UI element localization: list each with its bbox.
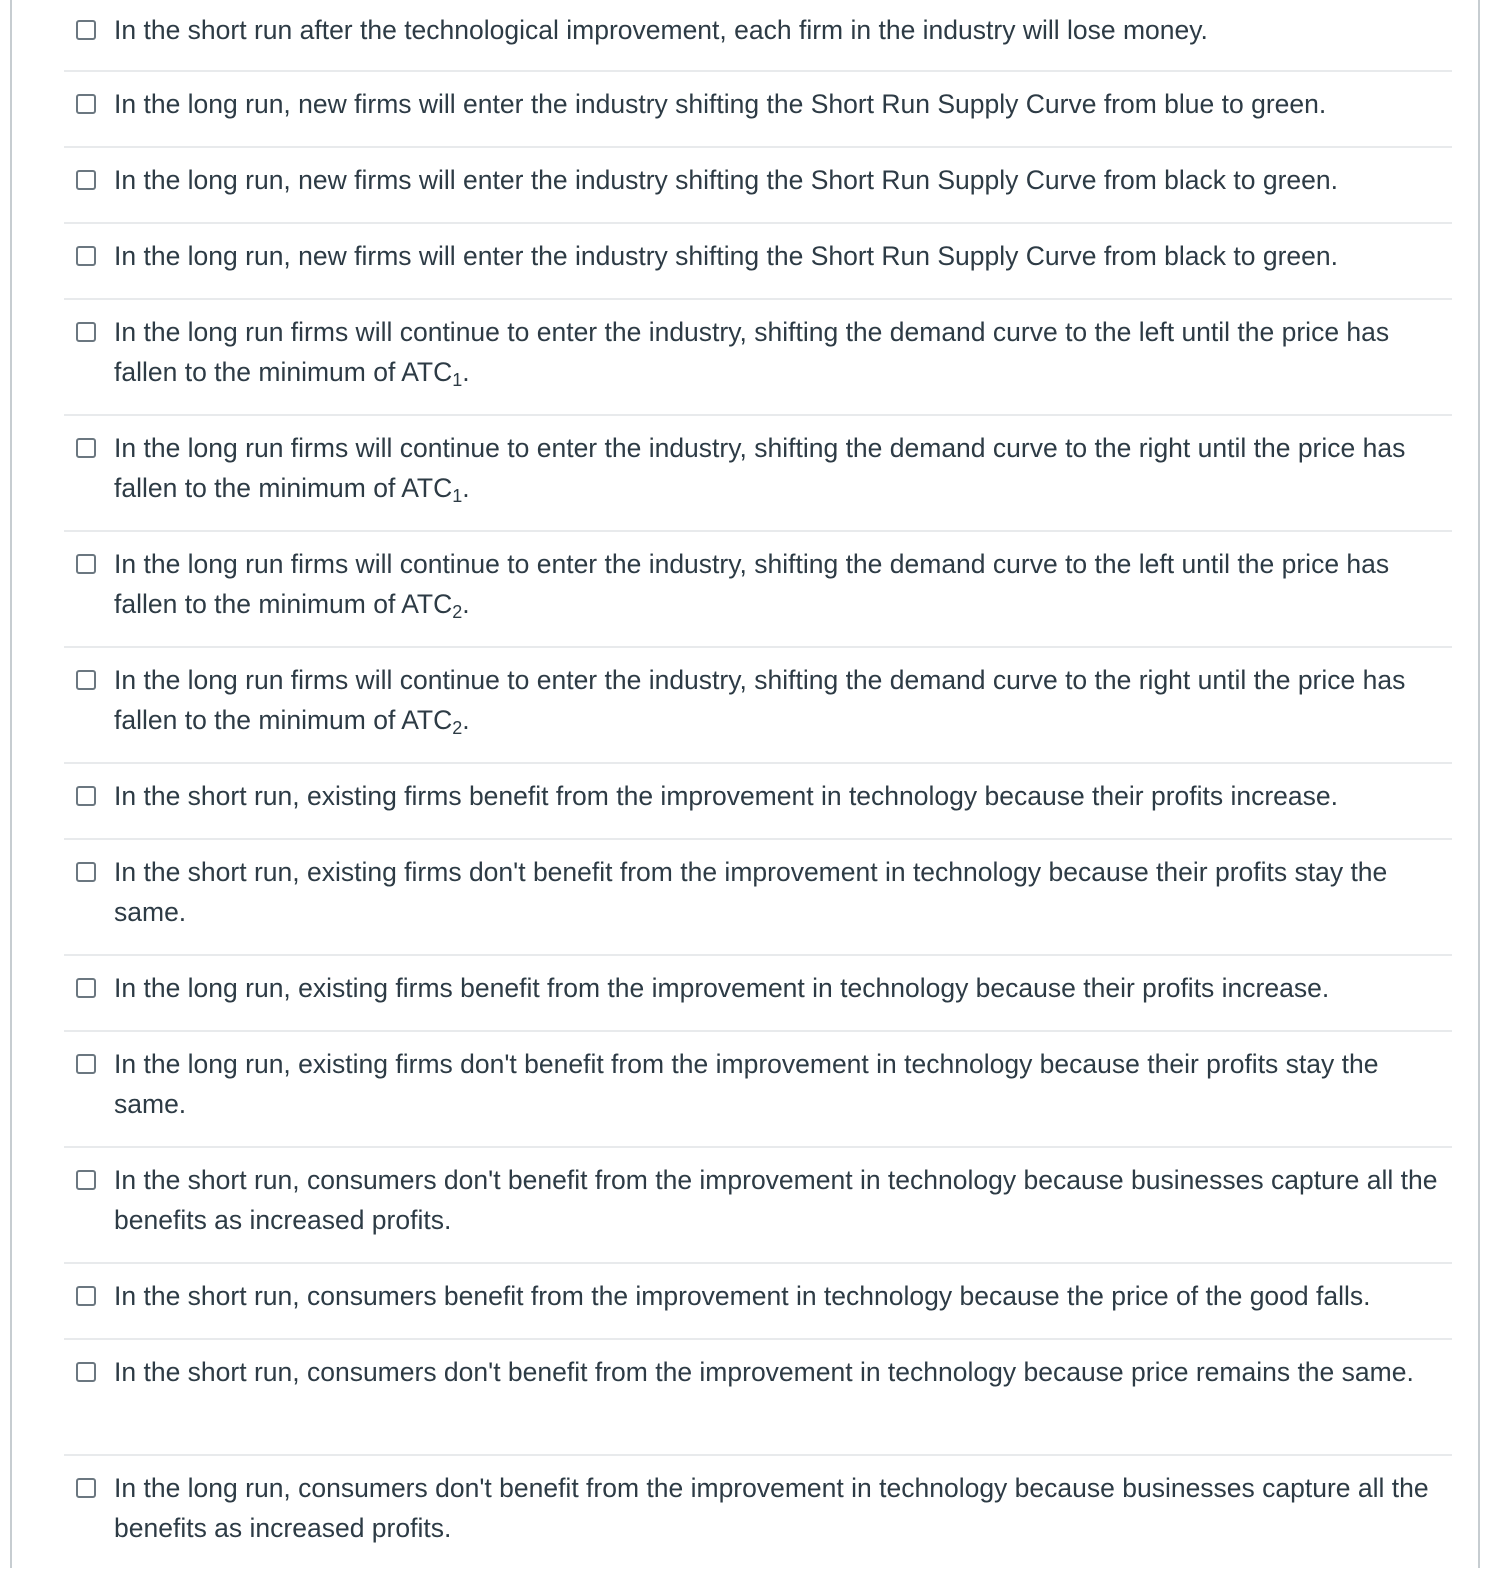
answer-option[interactable] bbox=[64, 1032, 1452, 1148]
answer-label: In the short run, consumers benefit from the improvement in technology because the price of the good falls. bbox=[114, 1281, 1371, 1311]
answer-checkbox[interactable] bbox=[76, 246, 96, 266]
answer-end: . bbox=[462, 357, 470, 387]
answer-label bbox=[114, 312, 1448, 392]
answer-option[interactable] bbox=[64, 148, 1452, 224]
answer-option[interactable] bbox=[64, 416, 1452, 532]
answer-label: In the short run, existing firms don't benefit from the improvement in technology because their profits stay the same. bbox=[114, 857, 1388, 927]
answer-text: In the long run firms will continue to enter the industry, shifting the demand curve to the left until the price has fallen to the minimum of ATC bbox=[114, 549, 1390, 619]
answer-option[interactable] bbox=[64, 300, 1452, 416]
answer-label: In the short run after the technological improvement, each firm in the industry will lose money. bbox=[114, 15, 1208, 45]
answer-text: In the long run firms will continue to enter the industry, shifting the demand curve to the right until the price has fallen to the minimum of ATC bbox=[114, 433, 1406, 503]
answer-subscript: 2 bbox=[452, 602, 463, 622]
answer-subscript: 1 bbox=[452, 370, 463, 390]
answer-option[interactable] bbox=[64, 840, 1452, 956]
answer-checkbox[interactable] bbox=[76, 670, 96, 690]
answer-checkbox[interactable] bbox=[76, 438, 96, 458]
answer-end: . bbox=[462, 589, 470, 619]
answer-subscript: 1 bbox=[452, 486, 463, 506]
answer-checkbox[interactable] bbox=[76, 170, 96, 190]
answer-checkbox[interactable] bbox=[76, 978, 96, 998]
answer-option[interactable] bbox=[64, 1148, 1452, 1264]
answer-option[interactable] bbox=[64, 648, 1452, 764]
answer-option[interactable] bbox=[64, 532, 1452, 648]
answer-label bbox=[114, 544, 1448, 624]
answer-option[interactable] bbox=[64, 764, 1452, 840]
answer-label: In the long run, new firms will enter the industry shifting the Short Run Supply Curve from black to green. bbox=[114, 165, 1339, 195]
answer-option[interactable] bbox=[64, 72, 1452, 148]
answer-option[interactable] bbox=[64, 956, 1452, 1032]
answer-label: In the short run, existing firms benefit from the improvement in technology because their profits increase. bbox=[114, 781, 1339, 811]
answer-checkbox[interactable] bbox=[76, 862, 96, 882]
answer-label: In the short run, consumers don't benefit from the improvement in technology because price remains the same. bbox=[114, 1357, 1414, 1387]
answer-checkbox[interactable] bbox=[76, 554, 96, 574]
answer-label bbox=[114, 660, 1448, 740]
answer-checkbox[interactable] bbox=[76, 322, 96, 342]
answer-checkbox[interactable] bbox=[76, 1362, 96, 1382]
answer-end: . bbox=[462, 705, 470, 735]
answer-checkbox[interactable] bbox=[76, 1054, 96, 1074]
answer-option[interactable] bbox=[64, 1264, 1452, 1340]
answer-label: In the long run, existing firms benefit from the improvement in technology because their profits increase. bbox=[114, 973, 1330, 1003]
answer-label: In the long run, existing firms don't benefit from the improvement in technology because their profits stay the same. bbox=[114, 1049, 1379, 1119]
answer-checkbox[interactable] bbox=[76, 1170, 96, 1190]
answer-label bbox=[114, 428, 1448, 508]
answer-option[interactable] bbox=[64, 1340, 1452, 1456]
answer-option[interactable] bbox=[64, 0, 1452, 72]
question-panel bbox=[10, 0, 1480, 1568]
answer-label: In the short run, consumers don't benefit from the improvement in technology because businesses capture all the benefits as increased profits. bbox=[114, 1165, 1438, 1235]
answer-text: In the long run firms will continue to enter the industry, shifting the demand curve to the right until the price has fallen to the minimum of ATC bbox=[114, 665, 1406, 735]
answer-text: In the long run firms will continue to enter the industry, shifting the demand curve to the left until the price has fallen to the minimum of ATC bbox=[114, 317, 1390, 387]
answer-label: In the long run, consumers don't benefit from the improvement in technology because businesses capture all the benefits as increased profits. bbox=[114, 1473, 1429, 1543]
answer-subscript: 2 bbox=[452, 718, 463, 738]
answer-end: . bbox=[462, 473, 470, 503]
answer-checkbox[interactable] bbox=[76, 1478, 96, 1498]
answer-label: In the long run, new firms will enter the industry shifting the Short Run Supply Curve from blue to green. bbox=[114, 89, 1327, 119]
answer-label: In the long run, new firms will enter the industry shifting the Short Run Supply Curve from black to green. bbox=[114, 241, 1339, 271]
answer-checkbox[interactable] bbox=[76, 94, 96, 114]
answer-option[interactable] bbox=[64, 1456, 1452, 1572]
answer-checkbox[interactable] bbox=[76, 786, 96, 806]
answer-checkbox[interactable] bbox=[76, 20, 96, 40]
answer-list bbox=[64, 0, 1452, 1572]
answer-checkbox[interactable] bbox=[76, 1286, 96, 1306]
answer-option[interactable] bbox=[64, 224, 1452, 300]
